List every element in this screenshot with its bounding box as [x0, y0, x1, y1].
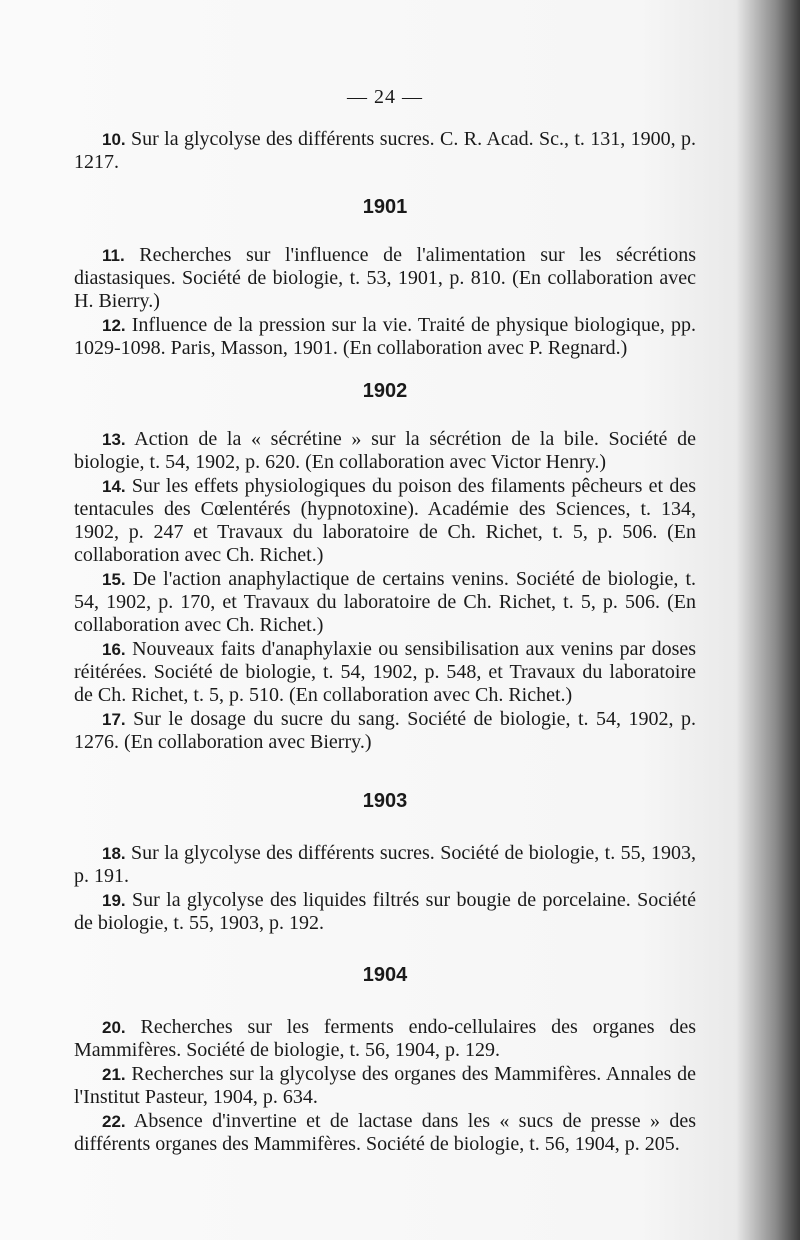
year-heading-1904: 1904 [362, 964, 408, 986]
entry-text: Absence d'invertine et de lactase dans les « sucs de presse » des différents organes des Mammifères. Société de biologie, t. 56, 1904, p. 205. [74, 1110, 696, 1155]
entry-number: 19. [102, 891, 126, 910]
entry-13 [74, 428, 696, 474]
entry-number: 21. [102, 1065, 126, 1084]
entry-22 [74, 1110, 696, 1156]
entry-number: 18. [102, 844, 126, 863]
entry-text: Nouveaux faits d'anaphylaxie ou sensibilisation aux venins par doses réitérées. Société de biologie, t. 54, 1902, p. 548, et Travaux du laboratoire de Ch. Richet, t. 5, p. 510. (En collaboration avec Ch. Richet.) [74, 638, 697, 706]
entry-text: Sur la glycolyse des différents sucres. Société de biologie, t. 55, 1903, p. 191. [74, 842, 697, 887]
entry-17 [74, 708, 696, 754]
entry-19 [74, 889, 696, 935]
entry-text: Recherches sur l'influence de l'alimentation sur les sécrétions diastasiques. Société de biologie, t. 53, 1901, p. 810. (En collaboration avec H. Bierry.) [74, 244, 696, 312]
entry-number: 14. [102, 477, 126, 496]
entry-number: 20. [102, 1018, 126, 1037]
entry-20 [74, 1016, 696, 1062]
year-heading-1903: 1903 [362, 790, 408, 812]
entry-text: Influence de la pression sur la vie. Traité de physique biologique, pp. 1029-1098. Paris, Masson, 1901. (En collaboration avec P. Regnard.) [74, 314, 697, 359]
entry-number: 15. [102, 570, 126, 589]
entry-16 [74, 638, 696, 707]
entry-12 [74, 314, 696, 360]
year-heading-1901: 1901 [362, 196, 408, 218]
entry-10 [74, 128, 696, 174]
entry-number: 12. [102, 316, 126, 335]
entry-11 [74, 244, 696, 313]
bibliography-list [74, 128, 696, 1157]
entry-text: Recherches sur la glycolyse des organes des Mammifères. Annales de l'Institut Pasteur, 1904, p. 634. [74, 1063, 696, 1108]
entry-14 [74, 475, 696, 567]
entry-21 [74, 1063, 696, 1109]
entry-text: Action de la « sécrétine » sur la sécrétion de la bile. Société de biologie, t. 54, 1902, p. 620. (En collaboration avec Victor Henry.) [74, 428, 696, 473]
entry-text: Sur le dosage du sucre du sang. Société de biologie, t. 54, 1902, p. 1276. (En collaboration avec Bierry.) [74, 708, 696, 753]
entry-number: 22. [102, 1112, 126, 1131]
entry-number: 16. [102, 640, 126, 659]
entry-18 [74, 842, 696, 888]
page-number: — 24 — [347, 86, 423, 108]
entry-text: Sur les effets physiologiques du poison des filaments pêcheurs et des tentacules des Cœlentérés (hypnotoxine). Académie des Sciences, t. 134, 1902, p. 247 et Travaux du laboratoire de Ch. Richet, t. 5, p. 506. (En collaboration avec Ch. Richet.) [74, 475, 697, 566]
entry-text: De l'action anaphylactique de certains venins. Société de biologie, t. 54, 1902, p. 170, et Travaux du laboratoire de Ch. Richet, t. 5, p. 506. (En collaboration avec Ch. Richet.) [74, 568, 697, 636]
entry-number: 11. [102, 246, 125, 265]
entry-text: Sur la glycolyse des différents sucres. C. R. Acad. Sc., t. 131, 1900, p. 1217. [74, 128, 696, 173]
entry-text: Recherches sur les ferments endo-cellulaires des organes des Mammifères. Société de biologie, t. 56, 1904, p. 129. [74, 1016, 697, 1061]
entry-15 [74, 568, 696, 637]
entry-number: 13. [102, 430, 126, 449]
year-heading-1902: 1902 [362, 380, 408, 402]
entry-number: 17. [102, 710, 126, 729]
entry-text: Sur la glycolyse des liquides filtrés sur bougie de porcelaine. Société de biologie, t. 55, 1903, p. 192. [74, 889, 696, 934]
entry-number: 10. [102, 130, 126, 149]
